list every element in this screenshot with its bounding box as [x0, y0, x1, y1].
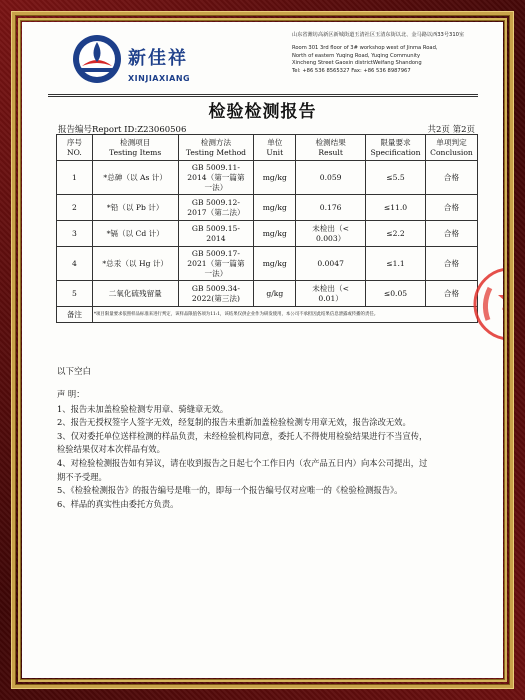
header-label-cn: 单项判定	[436, 137, 467, 147]
cell-no: 4	[57, 247, 93, 281]
cell-result-line: 0.0047	[317, 258, 344, 268]
cell-conclusion: 合格	[425, 195, 477, 221]
header-label-cn: 检测结果	[315, 137, 346, 147]
table-body	[57, 161, 478, 323]
cell-result	[296, 195, 366, 221]
table-row	[57, 161, 478, 195]
cell-item: *铅（以 Pb 计）	[92, 195, 178, 221]
address-en-line-1: Room 301 3rd floor of 3# workshop west of Jinma Road,	[292, 45, 438, 52]
address-en-line-2: North of eastern Yuqing Road, Yuqing Community	[292, 52, 421, 59]
cell-unit: g/kg	[254, 281, 296, 307]
report-paper	[22, 22, 503, 678]
below-blank-marker: 以下空白	[57, 367, 92, 377]
cell-method-line: 2022(第三法)	[191, 293, 240, 303]
declaration-item: 5、《检验检测报告》的报告编号是唯一的，即每一个报告编号仅对应唯一的《检验检测报告》。	[57, 485, 403, 496]
header-cell-unit	[254, 135, 296, 161]
cell-item: *总汞（以 Hg 计）	[92, 247, 178, 281]
company-phone: Tel: +86 536 8565327 Fax: +86 536 8987967	[292, 67, 411, 74]
company-name-cn: 新佳祥	[128, 48, 188, 69]
company-logo	[70, 32, 220, 92]
header-cell-no	[57, 135, 93, 161]
table-header-row	[57, 135, 478, 161]
declaration-item: 1、报告未加盖检验检测专用章、骑缝章无效。	[57, 403, 229, 414]
declaration-title: 声 明：	[57, 389, 85, 399]
cell-conclusion: 合格	[425, 247, 477, 281]
cell-unit: mg/kg	[254, 247, 296, 281]
header-label-en: Conclusion	[430, 147, 473, 157]
cell-method-line: GB 5009.15-	[191, 223, 240, 233]
header-label-en: Unit	[266, 147, 284, 157]
report-number: 报告编号Report ID:Z23060506	[58, 125, 187, 135]
cell-item: *镉（以 Cd 计）	[92, 221, 178, 247]
cell-no: 2	[57, 195, 93, 221]
cell-method-line: GB 5009.17-	[191, 248, 240, 258]
cell-spec: ≤2.2	[366, 221, 426, 247]
cell-spec: ≤1.1	[366, 247, 426, 281]
table-row	[57, 221, 478, 247]
company-name-en: XINJIAXIANG	[128, 74, 191, 83]
note-text: *项目限量要求依照样品标准来进行判定，该样品限值各项为11:1，该结果仅供企业作为研发使用，本公司不承担因此结果信息泄露或传播的责任。	[92, 307, 477, 323]
cell-result	[296, 247, 366, 281]
declaration-items	[57, 403, 487, 512]
cell-result-line: 0.176	[319, 202, 342, 212]
header-cell-spec	[366, 135, 426, 161]
declaration-item: 4、对检验检测报告如有异议，请在收到报告之日起七个工作日内（农产品五日内）向本公司提出，过	[57, 457, 428, 468]
declaration-item: 2、报告无授权签字人签字无效，经复制的报告未重新加盖检验检测专用章无效，报告涂改无效。	[57, 417, 411, 428]
cell-item: *总砷（以 As 计）	[92, 161, 178, 195]
cell-result-line: 未检出（<	[312, 223, 349, 233]
cell-no: 1	[57, 161, 93, 195]
official-seal-stamp	[470, 264, 503, 344]
cell-conclusion: 合格	[425, 281, 477, 307]
header-cell-conclusion	[425, 135, 477, 161]
cell-spec: ≤11.0	[366, 195, 426, 221]
cell-result-line: 0.059	[319, 172, 342, 182]
header-cell-item	[92, 135, 178, 161]
header-label-en: Result	[318, 147, 343, 157]
header-label-en: NO.	[67, 147, 82, 157]
header-label-cn: 检测项目	[120, 137, 151, 147]
cell-method-line: 2021（第一篇第	[187, 258, 245, 268]
cell-method-line: GB 5009.11-	[191, 162, 240, 172]
declaration-item: 检验结果仅对本次样品有效。	[57, 444, 165, 455]
cell-method-line: 一法）	[204, 268, 228, 278]
header-label-en: Specification	[370, 147, 421, 157]
cell-method	[178, 221, 254, 247]
cell-conclusion: 合格	[425, 221, 477, 247]
header-label-en: Testing Items	[109, 147, 162, 157]
cell-unit: mg/kg	[254, 161, 296, 195]
cell-method	[178, 195, 254, 221]
cell-method	[178, 247, 254, 281]
header-label-cn: 检测方法	[200, 137, 232, 147]
table-row	[57, 247, 478, 281]
cell-result	[296, 281, 366, 307]
declaration-item: 期不予受理。	[57, 471, 107, 482]
page-number: 共2页 第2页	[427, 125, 475, 135]
cell-method-line: GB 5009.34-	[191, 283, 240, 293]
declaration-item: 6、样品的真实性由委托方负责。	[57, 498, 179, 509]
header-label-en: Testing Method	[185, 147, 247, 157]
test-results-table	[56, 134, 478, 323]
note-label: 备注	[57, 307, 93, 323]
cell-no: 3	[57, 221, 93, 247]
cell-method-line: 2017（第二法）	[187, 207, 245, 217]
header-divider	[48, 94, 478, 95]
address-cn: 山东省潍坊高新区新城街道玉清社区玉清东街以北、金马路以西33号310室	[292, 32, 465, 38]
cell-result	[296, 161, 366, 195]
address-en-line-3: Xincheng Street Gaoxin districtWeifang Shandong	[292, 60, 422, 67]
report-title: 检验检测报告	[208, 102, 317, 122]
header-cell-result	[296, 135, 366, 161]
cell-item: 二氧化硫残留量	[92, 281, 178, 307]
company-address-block	[292, 32, 492, 75]
cell-method	[178, 161, 254, 195]
table-note-row	[57, 307, 478, 323]
cell-result-line: 0.003）	[315, 233, 346, 243]
table-row	[57, 195, 478, 221]
cell-method-line: 一法）	[204, 182, 228, 192]
declaration-section	[57, 388, 487, 511]
cell-method-line: 2014（第一篇第	[187, 172, 245, 182]
cell-method-line: GB 5009.12-	[191, 197, 240, 207]
cell-unit: mg/kg	[254, 221, 296, 247]
cell-method	[178, 281, 254, 307]
cell-unit: mg/kg	[254, 195, 296, 221]
header-label-cn: 单位	[267, 137, 283, 147]
cell-result-line: 未检出（<	[312, 283, 349, 293]
cell-method-line: 2014	[206, 233, 226, 243]
cell-spec: ≤5.5	[366, 161, 426, 195]
cell-result	[296, 221, 366, 247]
header-label-cn: 限量要求	[380, 137, 411, 147]
table-row	[57, 281, 478, 307]
cell-conclusion: 合格	[425, 161, 477, 195]
cell-result-line: 0.01）	[318, 293, 343, 303]
cell-spec: ≤0.05	[366, 281, 426, 307]
header-label-cn: 序号	[66, 137, 83, 147]
cell-no: 5	[57, 281, 93, 307]
header-cell-method	[178, 135, 254, 161]
declaration-item: 3、仅对委托单位送样检测的样品负责，未经检验机构同意，委托人不得使用检验结果进行不当宣传，	[57, 430, 428, 441]
logo-mark-icon	[70, 32, 124, 86]
